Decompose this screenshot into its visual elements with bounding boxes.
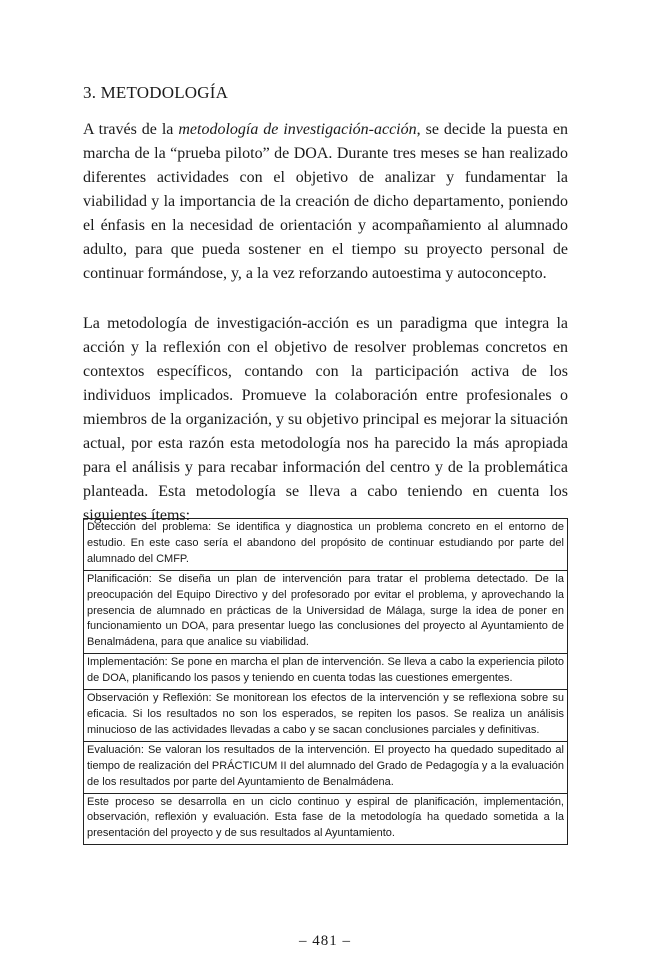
methodology-steps-table: [83, 518, 568, 845]
page-number: – 481 –: [299, 933, 351, 949]
paragraph-intro: [83, 118, 568, 286]
step-evaluation: Evaluación: Se valoran los resultados de la intervención. El proyecto ha quedado supeditado al tiempo de realización del PRÁCTICUM II del alumnado del Grado de Pedagogía y a la evaluación de los resultados por parte del Ayuntamiento de Benalmádena.: [84, 741, 567, 793]
paragraph-intro-emphasis: metodología de investigación-acción: [178, 121, 417, 138]
paragraph-methodology: La metodología de investigación-acción es un paradigma que integra la acción y la reflexión con el objetivo de resolver problemas concretos en contextos específicos, contando con la participación activa de los individuos implicados. Promueve la colaboración entre profesionales o miembros de la organización, y su objetivo principal es mejorar la situación actual, por esta razón esta metodología nos ha parecido la más apropiada para el análisis y para recabar información del centro y de la problemática planteada. Esta metodología se lleva a cabo teniendo en cuenta los siguientes ítems:: [83, 315, 568, 524]
section-heading: 3. METODOLOGÍA: [83, 83, 229, 102]
step-planning: Planificación: Se diseña un plan de intervención para tratar el problema detectado. De la preocupación del Equipo Directivo y del profesorado por evitar el problema, y aprovechando la presencia de alumnado en prácticas de la Universidad de Málaga, surge la idea de poner en funcionamiento un DOA, para presentar luego las conclusiones del proyecto al Ayuntamiento de Benalmádena, para que analice su viabilidad.: [84, 570, 567, 654]
step-implementation: Implementación: Se pone en marcha el plan de intervención. Se lleva a cabo la experiencia piloto de DOA, planificando los pasos y teniendo en cuenta todas las cuestiones emergentes.: [84, 653, 567, 689]
paragraph-intro-lead: A través de la: [83, 121, 179, 138]
step-detection: Detección del problema: Se identifica y diagnostica un problema concreto en el entorno de estudio. En este caso sería el abandono del propósito de continuar estudiando por parte del alumnado del CMFP.: [87, 521, 564, 565]
paragraph-intro-rest: , se decide la puesta en marcha de la “prueba piloto” de DOA. Durante tres meses se han realizado diferentes actividades con el objetivo de analizar y fundamentar la viabilidad y la importancia de la creación de dicho departamento, poniendo el énfasis en la necesidad de orientación y acompañamiento al alumnado adulto, para que pueda sostener en el tiempo su proyecto personal de continuar formándose, y, a la vez reforzando autoestima y autoconcepto.: [83, 121, 569, 282]
step-observation-reflection: Observación y Reflexión: Se monitorean los efectos de la intervención y se reflexiona sobre su eficacia. Si los resultados no son los esperados, se repiten los pasos. Se realiza un análisis minucioso de las actividades llevadas a cabo y se sacan conclusiones parciales y definitivas.: [84, 689, 567, 741]
step-cycle-summary: Este proceso se desarrolla en un ciclo continuo y espiral de planificación, implementación, observación, reflexión y evaluación. Esta fase de la metodología ha quedado sometida a la presentación del proyecto y de sus resultados al Ayuntamiento.: [84, 793, 567, 845]
